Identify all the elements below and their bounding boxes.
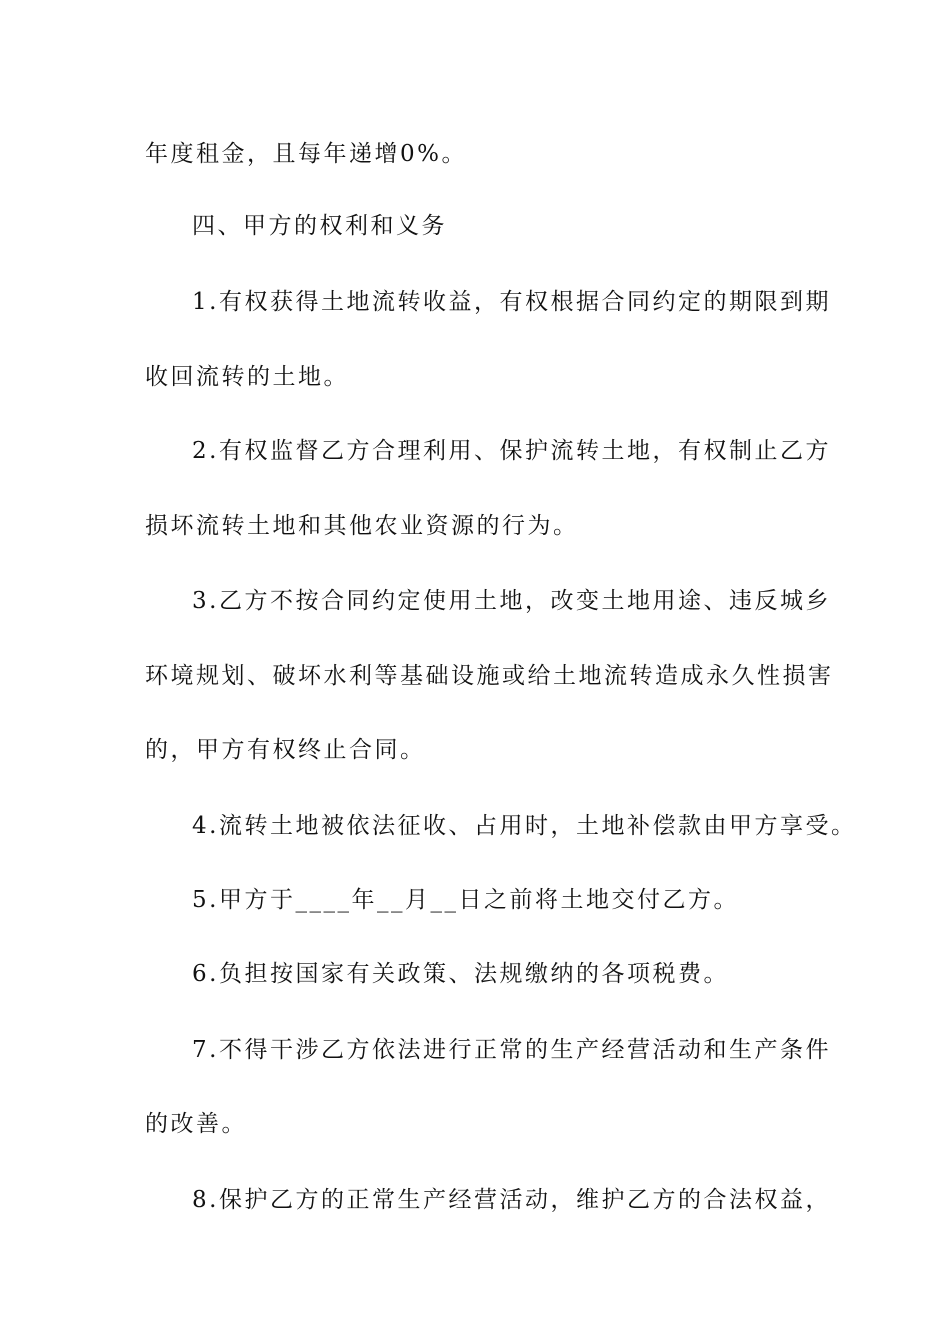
paragraph-line: 3.乙方不按合同约定使用土地，改变土地用途、违反城乡 xyxy=(192,588,831,614)
paragraph-line: 6.负担按国家有关政策、法规缴纳的各项税费。 xyxy=(192,961,729,987)
paragraph-line: 8.保护乙方的正常生产经营活动，维护乙方的合法权益， xyxy=(192,1187,831,1213)
section-heading: 四、甲方的权利和义务 xyxy=(192,213,447,239)
paragraph-line: 2.有权监督乙方合理利用、保护流转土地，有权制止乙方 xyxy=(192,438,831,464)
paragraph-line: 4.流转土地被依法征收、占用时，土地补偿款由甲方享受。 xyxy=(192,813,857,839)
paragraph-line: 的改善。 xyxy=(145,1111,247,1137)
paragraph-line: 损坏流转土地和其他农业资源的行为。 xyxy=(145,513,579,539)
paragraph-line: 收回流转的土地。 xyxy=(145,364,349,390)
paragraph-line: 7.不得干涉乙方依法进行正常的生产经营活动和生产条件 xyxy=(192,1037,831,1063)
paragraph-line: 年度租金，且每年递增0%。 xyxy=(145,141,467,167)
paragraph-line: 的，甲方有权终止合同。 xyxy=(145,737,426,763)
paragraph-line: 环境规划、破坏水利等基础设施或给土地流转造成永久性损害 xyxy=(145,663,834,689)
paragraph-line: 5.甲方于____年__月__日之前将土地交付乙方。 xyxy=(192,887,739,913)
paragraph-line: 1.有权获得土地流转收益，有权根据合同约定的期限到期 xyxy=(192,289,831,315)
